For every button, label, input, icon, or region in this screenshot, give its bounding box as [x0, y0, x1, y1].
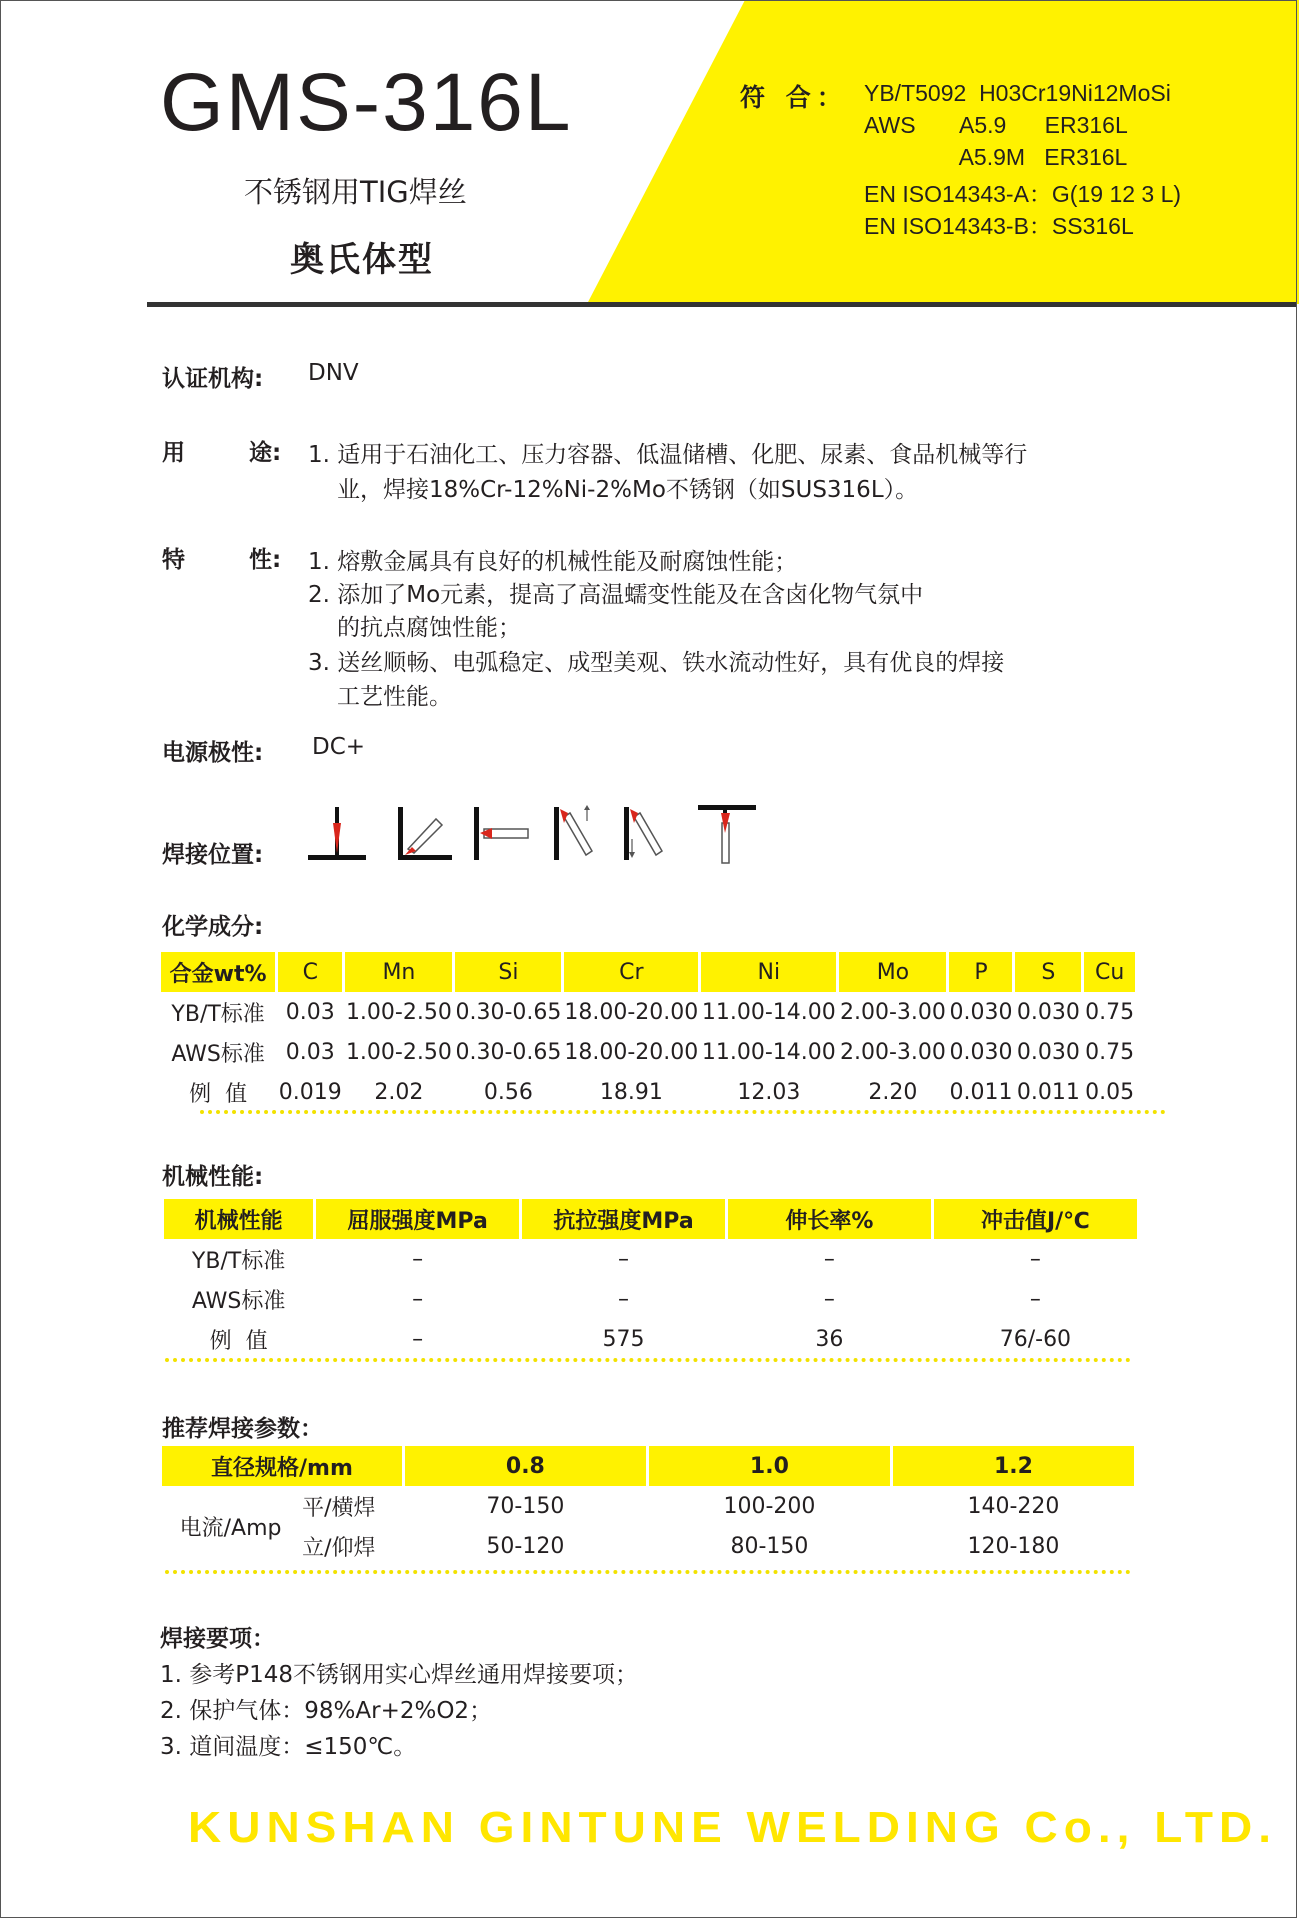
- row-label: 立/仰焊: [302, 1535, 376, 1561]
- dotted-divider: [200, 1110, 1166, 1114]
- table-cell: 0.019: [278, 1079, 342, 1105]
- dotted-divider: [165, 1358, 1131, 1362]
- standard-line: EN ISO14343-B：SS316L: [864, 213, 1134, 239]
- certification-label: 认证机构:: [162, 366, 264, 392]
- column-header: 冲击值J/℃: [934, 1199, 1137, 1239]
- table-cell: 36: [815, 1326, 844, 1352]
- dotted-divider: [165, 1570, 1131, 1574]
- table-cell: 80-150: [730, 1533, 809, 1559]
- column-header: 屈服强度MPa: [316, 1199, 519, 1239]
- table-cell: 100-200: [723, 1493, 816, 1519]
- feature-line: 3. 送丝顺畅、电弧稳定、成型美观、铁水流动性好，具有优良的焊接: [308, 650, 1005, 676]
- standards-label: 符 合：: [740, 83, 848, 112]
- params-table: [159, 1446, 1137, 1566]
- standard-line: AWS A5.9 ER316L: [864, 112, 1128, 138]
- feature-line: 的抗点腐蚀性能；: [337, 615, 521, 641]
- column-header: Cu: [1084, 952, 1135, 992]
- column-header: S: [1015, 952, 1081, 992]
- table-cell: 0.03: [285, 999, 335, 1025]
- usage-line: 业，焊接18%Cr-12%Ni-2%Mo不锈钢（如SUS316L）。: [337, 477, 919, 503]
- column-header: C: [278, 952, 342, 992]
- table-cell: –: [1029, 1246, 1041, 1272]
- mechanical-table: [161, 1199, 1140, 1359]
- column-header: 1.0: [649, 1446, 890, 1486]
- params-header-row: [162, 1446, 1134, 1486]
- feature-line: 2. 添加了Mo元素，提高了高温蠕变性能及在含卤化物气氛中: [308, 582, 924, 608]
- column-header: 合金wt%: [161, 952, 275, 992]
- table-cell: 1.00-2.50: [345, 999, 452, 1025]
- standard-line: YB/T5092 H03Cr19Ni12MoSi: [864, 80, 1171, 106]
- row-label: AWS标准: [191, 1288, 286, 1314]
- row-label: YB/T标准: [191, 1248, 286, 1274]
- vertical-down-icon: [624, 807, 662, 860]
- table-cell: 0.75: [1085, 999, 1135, 1025]
- table-row: [161, 1072, 1135, 1112]
- row-label: 例 值: [209, 1328, 268, 1354]
- table-cell: 120-180: [967, 1533, 1060, 1559]
- standard-line: A5.9M ER316L: [864, 144, 1128, 170]
- note-item: 3. 道间温度：≤150℃。: [160, 1734, 417, 1760]
- table-cell: 2.20: [868, 1079, 918, 1105]
- table-cell: –: [823, 1286, 835, 1312]
- table-cell: –: [1029, 1286, 1041, 1312]
- overhead-position-icon: [698, 805, 756, 863]
- column-header: 0.8: [405, 1446, 646, 1486]
- table-cell: 11.00-14.00: [701, 999, 836, 1025]
- column-header: 抗拉强度MPa: [522, 1199, 725, 1239]
- mechanical-title: 机械性能:: [162, 1164, 264, 1190]
- usage-line: 1. 适用于石油化工、压力容器、低温储槽、化肥、尿素、食品机械等行: [308, 442, 1028, 468]
- chemical-title: 化学成分:: [162, 914, 264, 940]
- chemical-table: [158, 952, 1138, 1112]
- column-header: P: [949, 952, 1012, 992]
- column-header: Cr: [564, 952, 698, 992]
- flat-position-icon: [308, 807, 366, 860]
- table-cell: 18.00-20.00: [564, 1039, 699, 1065]
- polarity-label: 电源极性:: [162, 740, 264, 766]
- mechanical-header-row: [164, 1199, 1137, 1239]
- row-label: 平/横焊: [302, 1495, 376, 1521]
- table-cell: 50-120: [486, 1533, 565, 1559]
- current-label: 电流/Amp: [179, 1515, 282, 1541]
- table-cell: –: [823, 1246, 835, 1272]
- table-cell: 575: [602, 1326, 645, 1352]
- feature-line: 1. 熔敷金属具有良好的机械性能及耐腐蚀性能；: [308, 549, 798, 575]
- table-cell: 76/-60: [999, 1326, 1072, 1352]
- table-cell: 11.00-14.00: [701, 1039, 836, 1065]
- table-row: [161, 992, 1135, 1032]
- product-model: GMS-316L: [160, 57, 573, 148]
- column-header: 1.2: [893, 1446, 1134, 1486]
- features-label: 特 性:: [162, 547, 282, 573]
- table-cell: 0.05: [1085, 1079, 1135, 1105]
- table-cell: 0.30-0.65: [455, 1039, 562, 1065]
- table-cell: 0.30-0.65: [455, 999, 562, 1025]
- table-cell: 12.03: [737, 1079, 801, 1105]
- feature-line: 工艺性能。: [337, 684, 452, 710]
- table-cell: 0.75: [1085, 1039, 1135, 1065]
- note-item: 2. 保护气体：98%Ar+2%O2；: [160, 1698, 493, 1724]
- certification-value: DNV: [308, 360, 359, 386]
- column-header: 机械性能: [164, 1199, 313, 1239]
- horizontal-position-icon: [474, 807, 528, 860]
- table-cell: 2.00-3.00: [839, 999, 946, 1025]
- table-cell: 0.011: [949, 1079, 1013, 1105]
- table-cell: 0.030: [1016, 1039, 1080, 1065]
- table-cell: –: [618, 1286, 630, 1312]
- table-row: [164, 1279, 1137, 1319]
- table-cell: 2.00-3.00: [839, 1039, 946, 1065]
- table-cell: –: [412, 1246, 424, 1272]
- product-subtitle: 不锈钢用TIG焊丝: [244, 175, 467, 209]
- note-item: 1. 参考P148不锈钢用实心焊丝通用焊接要项；: [160, 1662, 639, 1688]
- usage-label: 用 途:: [162, 440, 282, 466]
- table-cell: –: [618, 1246, 630, 1272]
- notes-title: 焊接要项：: [160, 1626, 275, 1652]
- row-label: AWS标准: [171, 1041, 265, 1067]
- table-cell: 140-220: [967, 1493, 1060, 1519]
- column-header: Si: [455, 952, 561, 992]
- standard-line: EN ISO14343-A：G(19 12 3 L): [864, 181, 1182, 207]
- table-cell: 70-150: [486, 1493, 565, 1519]
- company-name: KUNSHAN GINTUNE WELDING Co., LTD.: [188, 1802, 1277, 1852]
- table-cell: 2.02: [374, 1079, 424, 1105]
- column-header: Mn: [345, 952, 452, 992]
- row-label: 例 值: [189, 1081, 248, 1107]
- table-cell: 0.56: [483, 1079, 533, 1105]
- table-row: [164, 1319, 1137, 1359]
- table-cell: –: [412, 1286, 424, 1312]
- vertical-up-icon: [554, 805, 592, 860]
- column-header: 伸长率%: [728, 1199, 931, 1239]
- chemical-header-row: [161, 952, 1135, 992]
- welding-positions: [302, 805, 764, 865]
- polarity-value: DC+: [312, 734, 366, 760]
- table-cell: 0.030: [949, 1039, 1013, 1065]
- table-row: [162, 1486, 1134, 1526]
- table-cell: 1.00-2.50: [345, 1039, 452, 1065]
- table-cell: –: [412, 1326, 424, 1352]
- table-cell: 18.00-20.00: [564, 999, 699, 1025]
- table-row: [162, 1526, 1134, 1566]
- product-type: 奥氏体型: [290, 240, 434, 280]
- column-header: Mo: [839, 952, 946, 992]
- table-row: [161, 1032, 1135, 1072]
- column-header: 直径规格/mm: [162, 1446, 402, 1486]
- table-cell: 18.91: [599, 1079, 663, 1105]
- positions-label: 焊接位置:: [162, 842, 264, 868]
- table-cell: 0.03: [285, 1039, 335, 1065]
- column-header: Ni: [701, 952, 836, 992]
- horizontal-fillet-icon: [398, 807, 452, 860]
- table-cell: 0.030: [949, 999, 1013, 1025]
- params-title: 推荐焊接参数：: [162, 1416, 323, 1442]
- row-label: YB/T标准: [171, 1001, 265, 1027]
- table-cell: 0.030: [1016, 999, 1080, 1025]
- table-cell: 0.011: [1016, 1079, 1080, 1105]
- table-row: [164, 1239, 1137, 1279]
